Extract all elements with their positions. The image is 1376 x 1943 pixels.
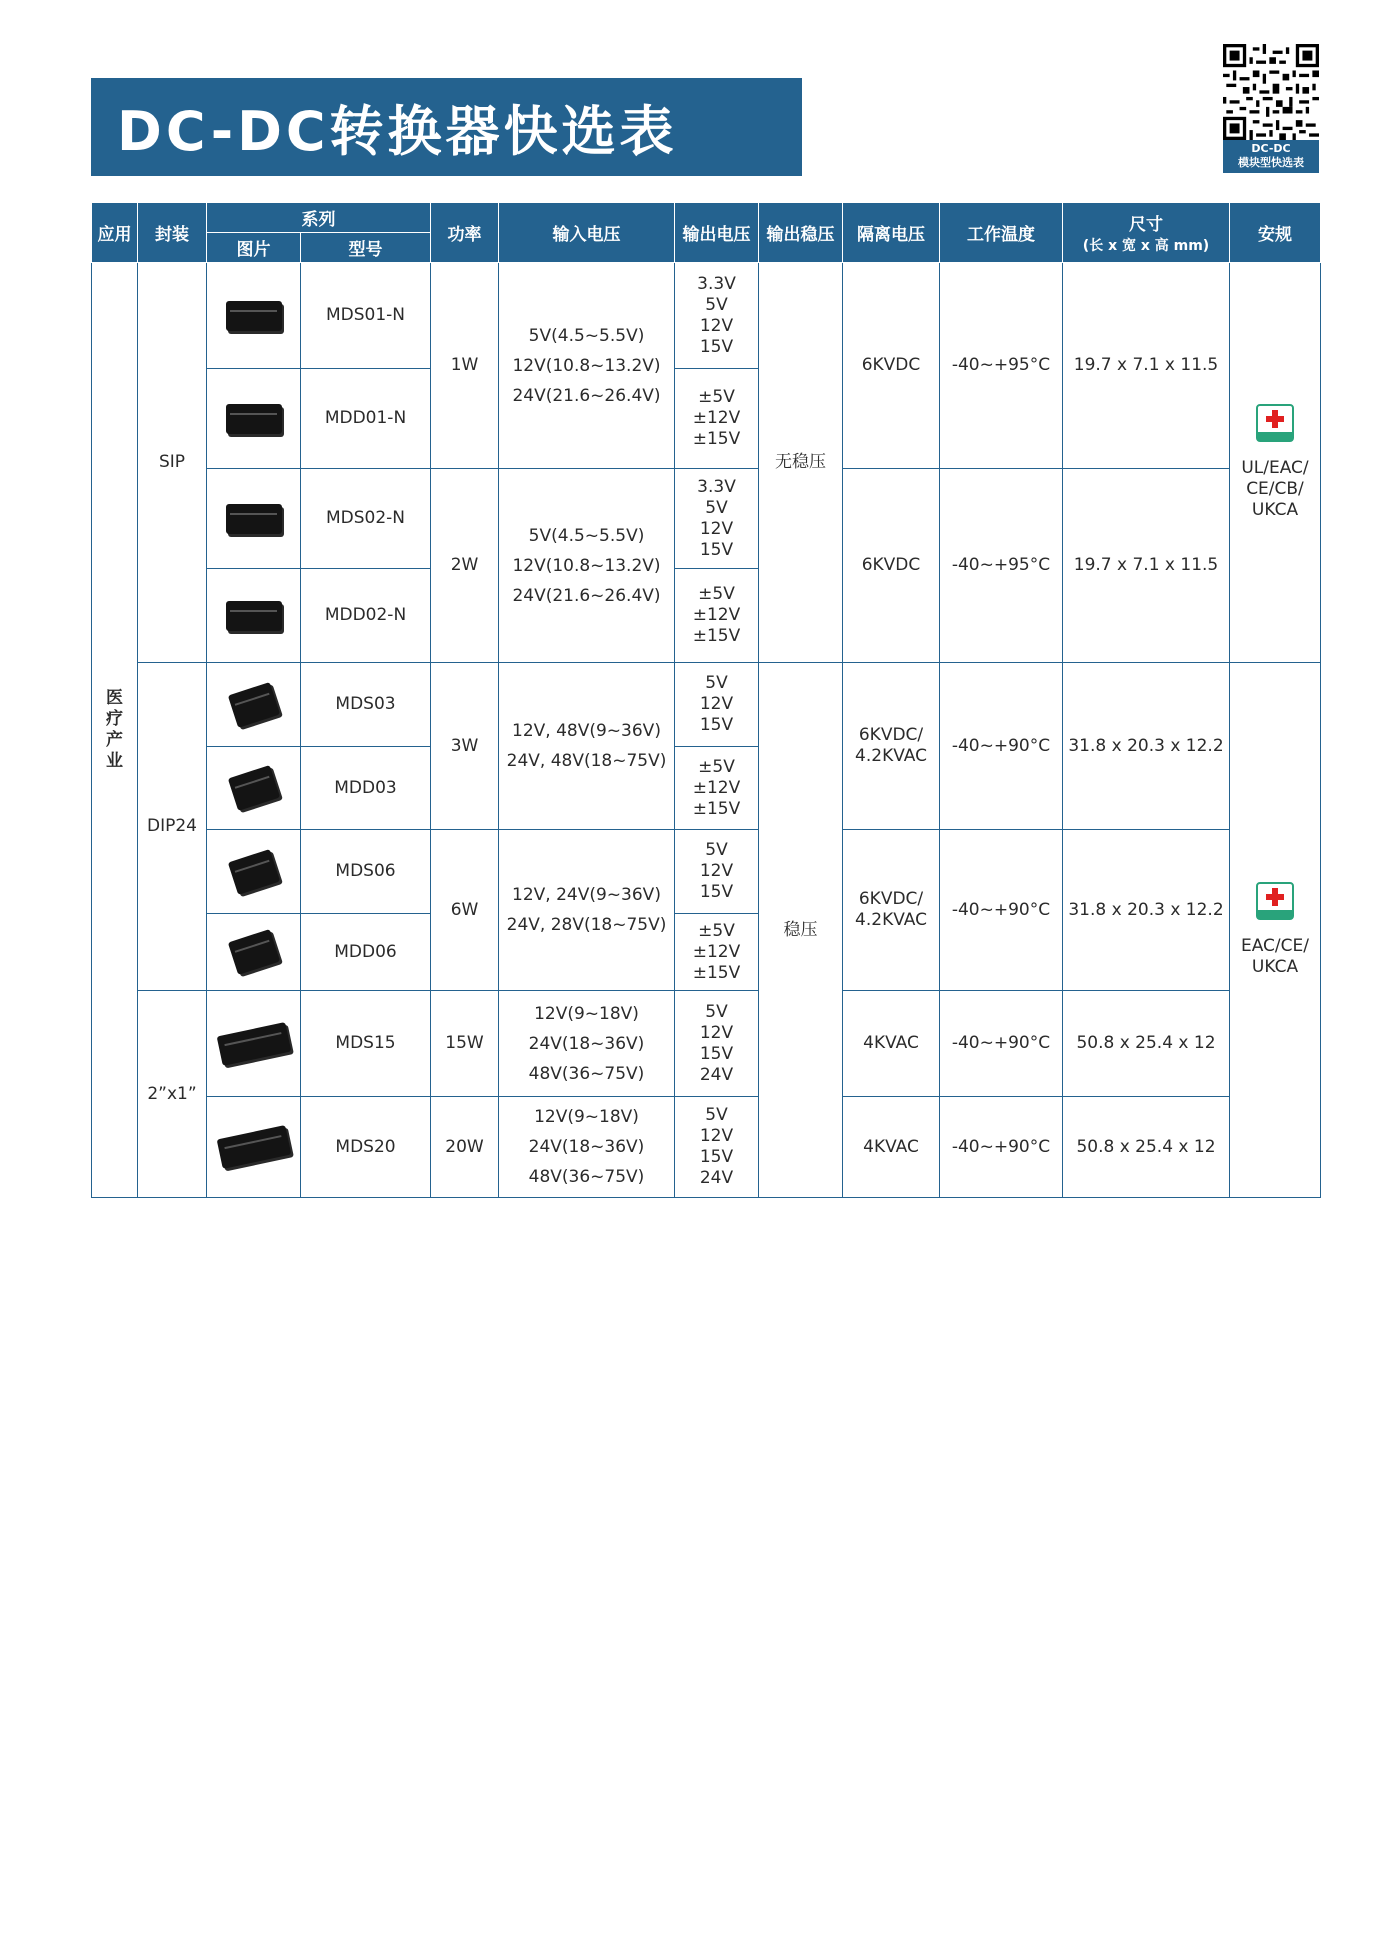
power-cell: 3W <box>431 663 499 830</box>
table-row <box>92 469 1321 569</box>
header-size-label: 尺寸 <box>1129 215 1163 235</box>
isolation-cell: 4KVAC <box>843 991 940 1097</box>
table-row <box>92 663 1321 747</box>
header-input: 输入电压 <box>499 203 675 263</box>
header-temp: 工作温度 <box>940 203 1063 263</box>
input-cell: 5V(4.5~5.5V) 12V(10.8~13.2V) 24V(21.6~26.4V) <box>499 263 675 469</box>
output-cell: ±5V ±12V ±15V <box>675 569 759 663</box>
model-cell: MDS20 <box>301 1097 431 1198</box>
model-cell: MDS01-N <box>301 263 431 369</box>
temp-cell: -40~+90°C <box>940 991 1063 1097</box>
module-image-mds02 <box>226 504 282 534</box>
package-2x1: 2”x1” <box>138 991 207 1198</box>
safety-text-1: UL/EAC/ CE/CB/ UKCA <box>1241 458 1309 520</box>
size-cell: 50.8 x 25.4 x 12 <box>1063 991 1230 1097</box>
temp-cell: -40~+95°C <box>940 469 1063 663</box>
input-cell: 5V(4.5~5.5V) 12V(10.8~13.2V) 24V(21.6~26.4V) <box>499 469 675 663</box>
title-banner <box>91 78 802 176</box>
module-image-mdd06 <box>227 929 279 975</box>
product-image <box>207 1097 301 1198</box>
temp-cell: -40~+95°C <box>940 263 1063 469</box>
model-cell: MDD06 <box>301 914 431 991</box>
header-isolation: 隔离电压 <box>843 203 940 263</box>
size-cell: 31.8 x 20.3 x 12.2 <box>1063 663 1230 830</box>
header-app: 应用 <box>92 203 138 263</box>
header-power: 功率 <box>431 203 499 263</box>
product-image <box>207 830 301 914</box>
table-row <box>92 1097 1321 1198</box>
medical-cert-icon <box>1256 882 1294 920</box>
module-image-mds20 <box>216 1125 291 1169</box>
temp-cell: -40~+90°C <box>940 663 1063 830</box>
power-cell: 15W <box>431 991 499 1097</box>
output-cell: 5V 12V 15V <box>675 663 759 747</box>
model-cell: MDD02-N <box>301 569 431 663</box>
product-image <box>207 263 301 369</box>
isolation-cell: 4KVAC <box>843 1097 940 1198</box>
isolation-cell: 6KVDC <box>843 469 940 663</box>
module-image-mds15 <box>216 1022 291 1066</box>
product-image <box>207 747 301 830</box>
output-cell: 3.3V 5V 12V 15V <box>675 469 759 569</box>
isolation-cell: 6KVDC/ 4.2KVAC <box>843 830 940 991</box>
temp-cell: -40~+90°C <box>940 1097 1063 1198</box>
selection-table <box>91 202 1321 1198</box>
header-safety: 安规 <box>1230 203 1321 263</box>
app-cell <box>92 263 138 1198</box>
size-cell: 50.8 x 25.4 x 12 <box>1063 1097 1230 1198</box>
header-size-unit: (长 x 宽 x 高 mm) <box>1082 238 1210 254</box>
temp-cell: -40~+90°C <box>940 830 1063 991</box>
output-cell: 5V 12V 15V 24V <box>675 1097 759 1198</box>
product-image <box>207 991 301 1097</box>
app-label: 医疗产业 <box>106 688 123 771</box>
power-cell: 1W <box>431 263 499 469</box>
safety-cell-1 <box>1230 263 1321 663</box>
isolation-cell: 6KVDC <box>843 263 940 469</box>
model-cell: MDD03 <box>301 747 431 830</box>
header-image: 图片 <box>207 233 301 263</box>
product-image <box>207 469 301 569</box>
isolation-cell: 6KVDC/ 4.2KVAC <box>843 663 940 830</box>
regulation-reg: 稳压 <box>759 663 843 1198</box>
qr-caption-line1: DC-DC <box>1251 142 1291 155</box>
model-cell: MDS02-N <box>301 469 431 569</box>
model-cell: MDS15 <box>301 991 431 1097</box>
qr-code-block[interactable] <box>1223 44 1319 173</box>
power-cell: 20W <box>431 1097 499 1198</box>
regulation-unreg: 无稳压 <box>759 263 843 663</box>
input-cell: 12V(9~18V) 24V(18~36V) 48V(36~75V) <box>499 1097 675 1198</box>
safety-cell-2 <box>1230 663 1321 1198</box>
size-cell: 19.7 x 7.1 x 11.5 <box>1063 263 1230 469</box>
size-cell: 31.8 x 20.3 x 12.2 <box>1063 830 1230 991</box>
module-image-mds03 <box>227 682 279 728</box>
header-package: 封装 <box>138 203 207 263</box>
model-cell: MDD01-N <box>301 369 431 469</box>
module-image-mds06 <box>227 849 279 895</box>
package-sip: SIP <box>138 263 207 663</box>
header-output: 输出电压 <box>675 203 759 263</box>
header-regulation: 输出稳压 <box>759 203 843 263</box>
medical-cert-icon <box>1256 404 1294 442</box>
output-cell: ±5V ±12V ±15V <box>675 914 759 991</box>
output-cell: ±5V ±12V ±15V <box>675 747 759 830</box>
power-cell: 6W <box>431 830 499 991</box>
product-image <box>207 369 301 469</box>
table-row <box>92 263 1321 369</box>
product-image <box>207 663 301 747</box>
output-cell: 5V 12V 15V <box>675 830 759 914</box>
header-size <box>1063 203 1230 263</box>
model-cell: MDS03 <box>301 663 431 747</box>
module-image-mdd02 <box>226 601 282 631</box>
page-title: DC-DC转换器快选表 <box>117 99 678 163</box>
power-cell: 2W <box>431 469 499 663</box>
input-cell: 12V(9~18V) 24V(18~36V) 48V(36~75V) <box>499 991 675 1097</box>
qr-caption <box>1223 140 1319 173</box>
module-image-mds01 <box>226 301 282 331</box>
header-model: 型号 <box>301 233 431 263</box>
table-row <box>92 991 1321 1097</box>
module-image-mdd03 <box>227 765 279 811</box>
input-cell: 12V, 24V(9~36V) 24V, 28V(18~75V) <box>499 830 675 991</box>
package-dip24: DIP24 <box>138 663 207 991</box>
output-cell: 5V 12V 15V 24V <box>675 991 759 1097</box>
qr-code-icon <box>1223 44 1319 140</box>
output-cell: ±5V ±12V ±15V <box>675 369 759 469</box>
product-image <box>207 569 301 663</box>
safety-text-2: EAC/CE/ UKCA <box>1240 936 1309 977</box>
output-cell: 3.3V 5V 12V 15V <box>675 263 759 369</box>
qr-caption-line2: 模块型快选表 <box>1238 156 1304 169</box>
model-cell: MDS06 <box>301 830 431 914</box>
module-image-mdd01 <box>226 404 282 434</box>
table-row <box>92 830 1321 914</box>
input-cell: 12V, 48V(9~36V) 24V, 48V(18~75V) <box>499 663 675 830</box>
size-cell: 19.7 x 7.1 x 11.5 <box>1063 469 1230 663</box>
product-image <box>207 914 301 991</box>
header-series: 系列 <box>207 203 431 233</box>
